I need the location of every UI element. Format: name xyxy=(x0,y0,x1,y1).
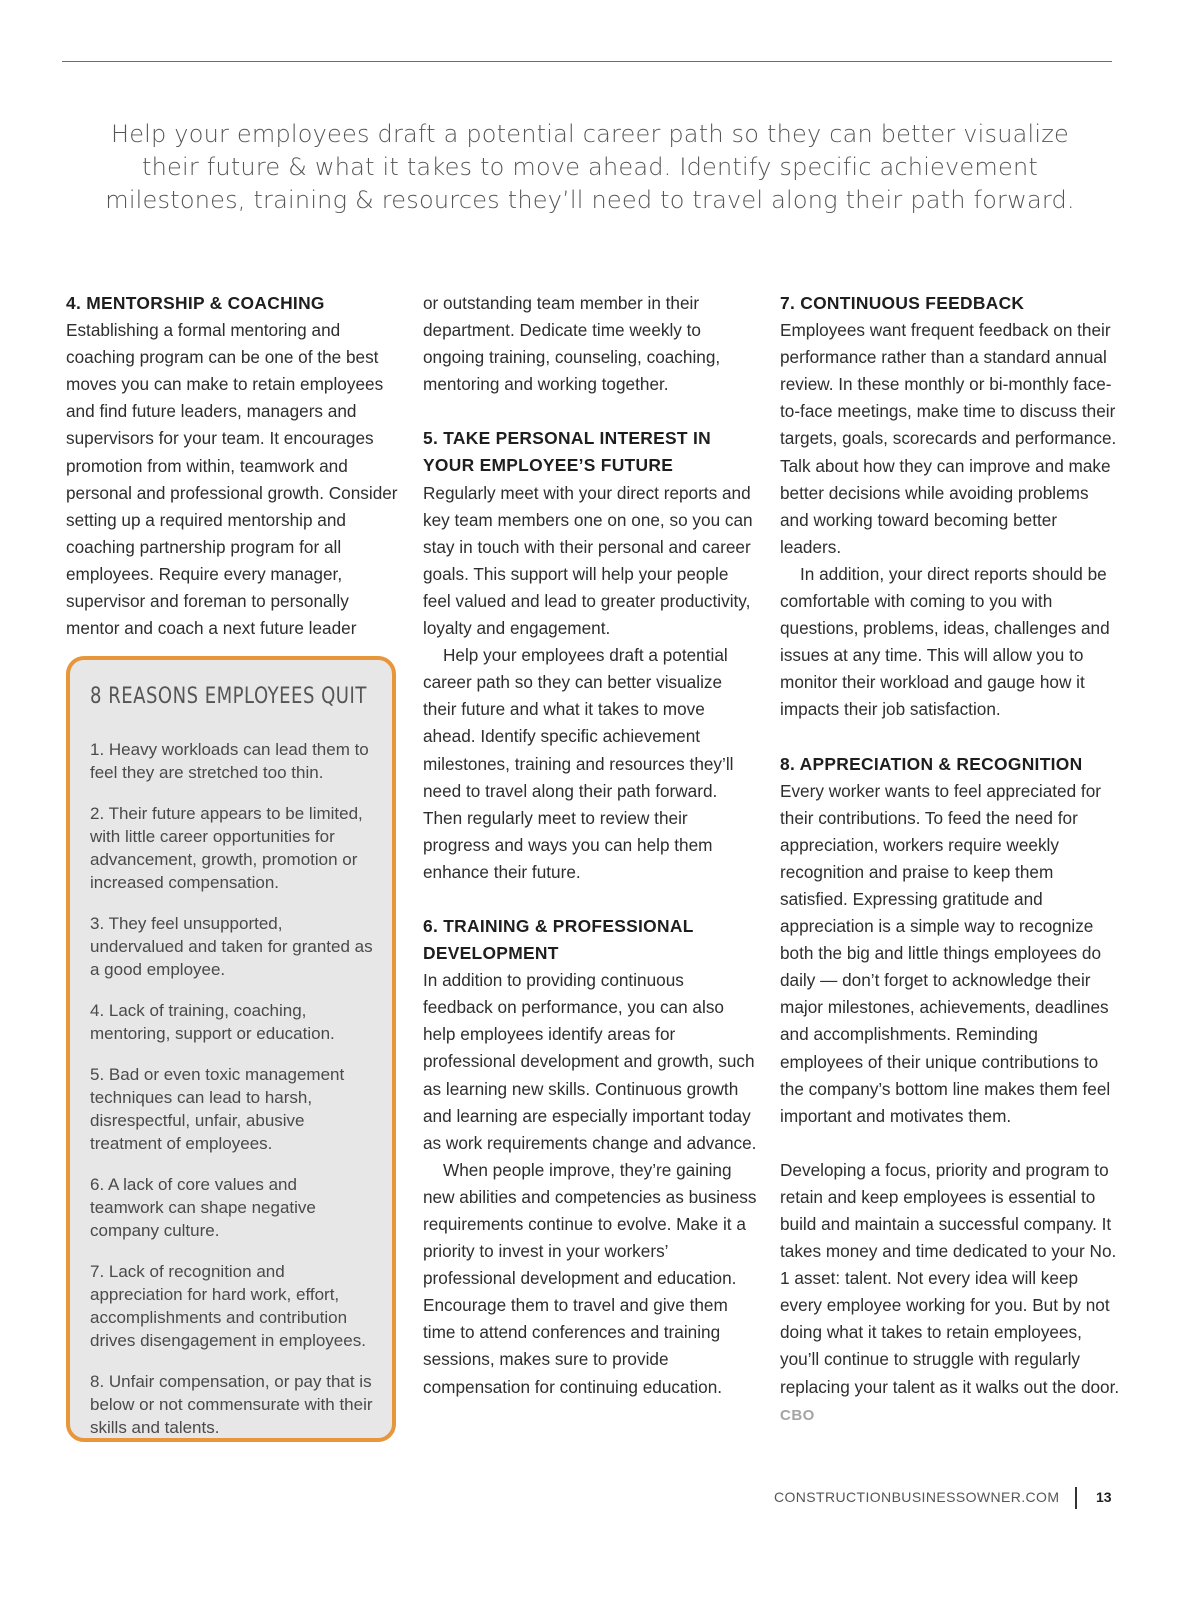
cbo-end-mark: CBO xyxy=(780,1406,815,1424)
section-8-heading: 8. APPRECIATION & RECOGNITION xyxy=(780,753,1083,774)
column-1 xyxy=(66,290,402,642)
section-5-heading: 5. TAKE PERSONAL INTEREST IN YOUR EMPLOYEE’S FUTURE xyxy=(423,428,711,476)
section-5-paragraph-2: Help your employees draft a potential career path so they can better visualize their future and what it takes to move ahead. Identify specific achievement milestones, training and resources they’ll need to travel along their path forward. Then regularly meet to review their progress and ways you can help them enhance their future. xyxy=(423,645,734,882)
pull-quote: Help your employees draft a potential career path so they can better visualize their future & what it takes to move ahead. Identify specific achievement milestones, training & resources they’ll need to travel along their path forward. xyxy=(105,120,1075,214)
page-number: 13 xyxy=(1096,1489,1112,1505)
reason-item: 1. Heavy workloads can lead them to feel they are stretched too thin. xyxy=(90,740,369,782)
section-7-heading: 7. CONTINUOUS FEEDBACK xyxy=(780,293,1025,313)
section-8-paragraph: Every worker wants to feel appreciated for their contributions. To feed the need for appreciation, workers require weekly recognition and praise to keep them satisfied. Expressing gratitude and appreciation is a simple way to recognize both the big and little things employees do daily — don’t forget to acknowledge their major milestones, achievements, deadlines and accomplishments. Reminding employees of their unique contributions to the company’s bottom line makes them feel important and motivates them. xyxy=(780,780,1111,1126)
closing-paragraph xyxy=(780,1157,1120,1429)
section-6-paragraph-1: In addition to providing continuous feedback on performance, you can also help employees identify areas for professional development and growth, such as learning new skills. Continuous growth and learning are especially important today as work requirements change and advance. xyxy=(423,970,757,1153)
closing-text: Developing a focus, priority and program to retain and keep employees is essential to build and maintain a successful company. It takes money and time dedicated to your No. 1 asset: talent. Not every idea will keep every employee working for you. But by not doing what it takes to retain employees, you’ll continue to struggle with regularly replacing your talent as it walks out the door. xyxy=(780,1159,1120,1397)
top-divider xyxy=(62,61,1112,62)
sidebar-title: 8 REASONS EMPLOYEES QUIT xyxy=(90,684,367,709)
column-2 xyxy=(423,290,758,1401)
section-6-paragraph-2: When people improve, they’re gaining new abilities and competencies as business requirements continue to evolve. Make it a priority to invest in your workers’ professional development and education. Encourage them to travel and give them time to attend conferences and training sessions, makes sure to provide compensation for continuing education. xyxy=(423,1159,757,1397)
footer-divider xyxy=(1075,1487,1077,1509)
reason-item: 7. Lack of recognition and appreciation for hard work, effort, accomplishments and contribution drives disengagement in employees. xyxy=(90,1262,366,1350)
section-4-continued: or outstanding team member in their department. Dedicate time weekly to ongoing training, counseling, coaching, mentoring and working together. xyxy=(423,293,721,395)
column-3 xyxy=(780,290,1120,1429)
section-6-heading: 6. TRAINING & PROFESSIONAL DEVELOPMENT xyxy=(423,915,694,964)
reason-item: 3. They feel unsupported, undervalued and taken for granted as a good employee. xyxy=(90,914,373,979)
section-4-heading: 4. MENTORSHIP & COACHING xyxy=(66,293,325,313)
reason-item: 4. Lack of training, coaching, mentoring, support or education. xyxy=(90,1001,335,1043)
section-7-paragraph-2: In addition, your direct reports should be comfortable with coming to you with questions, problems, ideas, challenges and issues at any time. This will allow you to monitor their workload and gauge how it impacts their job satisfaction. xyxy=(780,563,1110,720)
reason-item: 8. Unfair compensation, or pay that is below or not commensurate with their skills and talents. xyxy=(90,1372,373,1437)
section-7-paragraph-1: Employees want frequent feedback on their performance rather than a standard annual review. In these monthly or bi-monthly face-to-face meetings, make time to discuss their targets, goals, scorecards and performance. Talk about how they can improve and make better decisions while avoiding problems and working toward becoming better leaders. xyxy=(780,320,1117,557)
reason-item: 6. A lack of core values and teamwork can shape negative company culture. xyxy=(90,1175,316,1240)
reason-item: 5. Bad or even toxic management techniques can lead to harsh, disrespectful, unfair, abusive treatment of employees. xyxy=(90,1065,345,1153)
section-4-paragraph: Establishing a formal mentoring and coaching program can be one of the best moves you can make to retain employees and find future leaders, managers and supervisors for your team. It encourages promotion from within, teamwork and personal and professional growth. Consider setting up a required mentorship and coaching partnership program for all employees. Require every manager, supervisor and foreman to personally mentor and coach a next future leader xyxy=(66,320,398,639)
footer-website: CONSTRUCTIONBUSINESSOWNER.COM xyxy=(774,1489,1060,1505)
section-5-paragraph-1: Regularly meet with your direct reports and key team members one on one, so you can stay in touch with their personal and career goals. This support will help your people feel valued and lead to greater productivity, loyalty and engagement. xyxy=(423,482,753,639)
reasons-sidebar xyxy=(66,656,396,1442)
reason-item: 2. Their future appears to be limited, with little career opportunities for advancement, growth, promotion or increased compensation. xyxy=(90,804,363,892)
